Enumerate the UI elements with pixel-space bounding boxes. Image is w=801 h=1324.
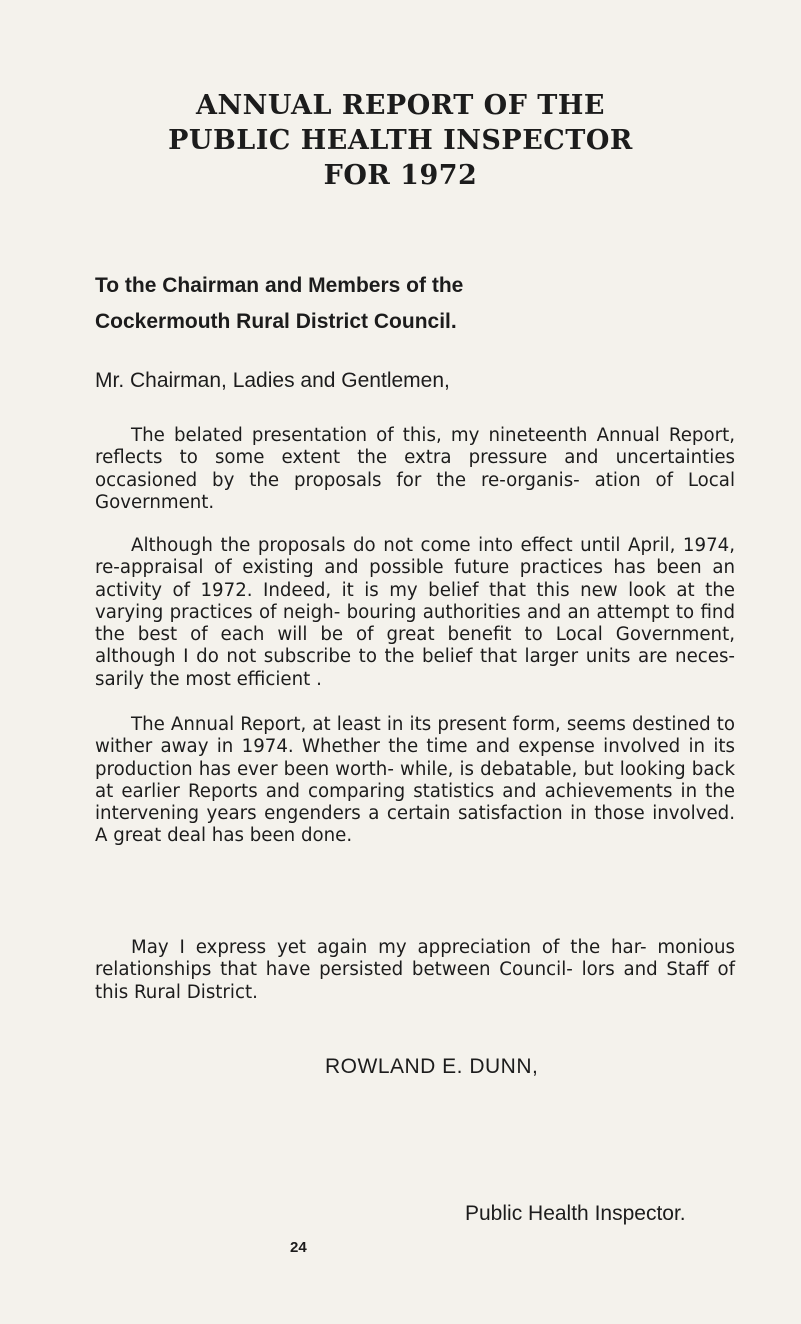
title-line: FOR 1972 — [323, 160, 478, 191]
body-paragraph: The Annual Report, at least in its present form, seems destined to wither away in 1974. Whether the time and expense involved in its production has ever been worth- while, is debatable, but looking back at earlier Reports and comparing statistics and achievements in the intervening years engenders a certain satisfaction in those involved. A great deal has been done. — [95, 714, 735, 847]
body-paragraph: May I express yet again my appreciation of the har- monious relationships that have persisted between Council- lors and Staff of this Rural District. — [95, 937, 735, 1003]
salutation: Mr. Chairman, Ladies and Gentlemen, — [95, 369, 450, 392]
body-paragraph: The belated presentation of this, my nineteenth Annual Report, reflects to some extent the extra pressure and uncertainties occasioned by the proposals for the re-organis- ation of Local Government. — [95, 425, 735, 513]
title-line: ANNUAL REPORT OF THE — [196, 90, 605, 121]
body-paragraph: Although the proposals do not come into effect until April, 1974, re-appraisal of existing and possible future practices has been an activity of 1972. Indeed, it is my belief that this new look at the varying practices of neigh- bouring authorities and an attempt to find the best of each will be of great benefit to Local Government, although I do not subscribe to the belief that larger units are neces- sarily the most efficient . — [95, 535, 735, 690]
signature-title: Public Health Inspector. — [465, 1202, 686, 1225]
signature-name: ROWLAND E. DUNN, — [325, 1055, 539, 1078]
report-title — [0, 88, 801, 193]
title-line: PUBLIC HEALTH INSPECTOR — [168, 125, 633, 156]
addressee-block — [95, 268, 463, 340]
address-line: Cockermouth Rural District Council. — [95, 310, 457, 333]
address-line: To the Chairman and Members of the — [95, 274, 464, 297]
page-number: 24 — [290, 1239, 307, 1256]
